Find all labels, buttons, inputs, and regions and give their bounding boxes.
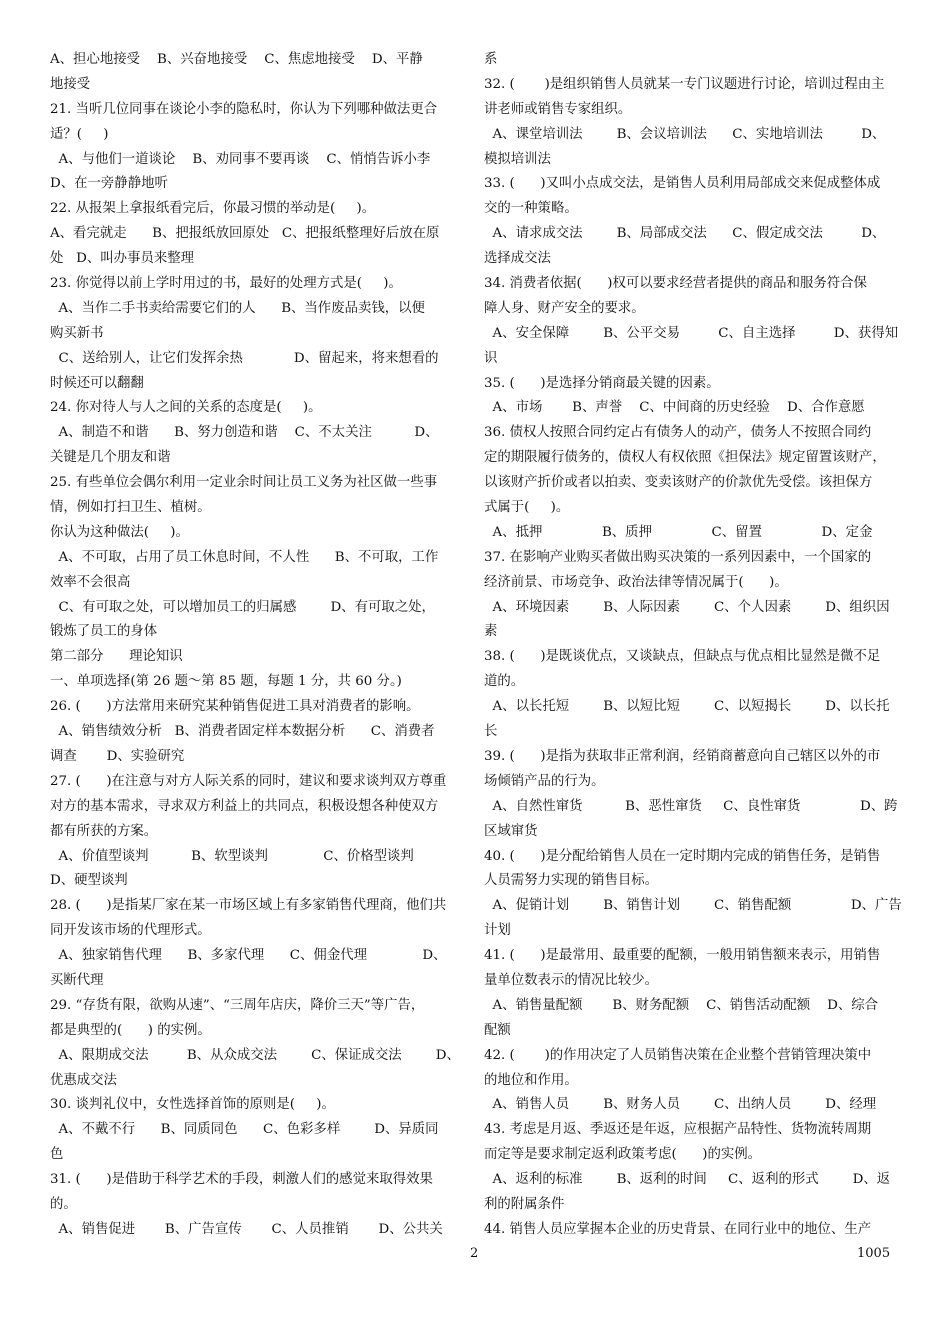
- text-line: A、价值型谈判 B、软型谈判 C、价格型谈判: [50, 848, 414, 864]
- text-line: 37. 在影响产业购买者做出购买决策的一系列因素中，一个国家的: [484, 549, 872, 565]
- text-line: A、担心地接受 B、兴奋地接受 C、焦虑地接受 D、平静: [50, 52, 423, 67]
- text-line: 情，例如打扫卫生、植树。: [50, 500, 211, 516]
- left-column: [50, 48, 470, 1243]
- text-line: 人员需努力实现的销售目标。: [484, 873, 659, 889]
- text-line: 以该财产折价或者以拍卖、变卖该财产的价款优先受偿。该担保方: [484, 475, 873, 491]
- text-line: 34. 消费者依据( )权可以要求经营者提供的商品和服务符合保: [484, 276, 867, 292]
- text-line: A、限期成交法 B、从众成交法 C、保证成交法 D、: [50, 1047, 460, 1063]
- text-line: 32. ( )是组织销售人员就某一专门议题进行讨论，培训过程由主: [484, 76, 885, 92]
- text-line: A、自然性窜货 B、恶性窜货 C、良性窜货 D、跨: [484, 798, 898, 814]
- text-line: A、促销计划 B、销售计划 C、销售配额 D、广告: [484, 898, 902, 914]
- text-line: 的地位和作用。: [484, 1072, 578, 1088]
- text-line: 28. ( )是指某厂家在某一市场区域上有多家销售代理商，他们共: [50, 898, 447, 914]
- text-line: A、抵押 B、质押 C、留置 D、定金: [484, 524, 873, 540]
- text-line: 调查 D、实验研究: [50, 748, 185, 764]
- text-line: 计划: [484, 923, 511, 939]
- text-line: 33. ( )又叫小点成交法，是销售人员利用局部成交来促成整体成: [484, 176, 881, 192]
- text-line: 42. ( )的作用决定了人员销售决策在企业整个营销管理决策中: [484, 1047, 872, 1063]
- text-line: 41. ( )是最常用、最重要的配额，一般用销售额来表示，用销售: [484, 948, 881, 964]
- text-line: A、制造不和谐 B、努力创造和谐 C、不太关注 D、: [50, 425, 439, 441]
- text-line: 对方的基本需求，寻求双方利益上的共同点，积极设想各种使双方: [50, 798, 439, 814]
- text-line: 交的一种策略。: [484, 201, 578, 217]
- text-line: 都是典型的( ) 的实例。: [50, 1022, 211, 1038]
- text-line: A、销售促进 B、广告宣传 C、人员推销 D、公共关: [50, 1221, 443, 1237]
- text-line: 式属于( )。: [484, 500, 570, 516]
- text-line: C、送给别人，让它们发挥余热 D、留起来，将来想看的: [50, 350, 439, 366]
- text-line: 29. “存货有限，欲购从速”、“三周年店庆，降价三天”等广告，: [50, 997, 425, 1013]
- text-line: 区域窜货: [484, 823, 538, 839]
- text-line: C、有可取之处，可以增加员工的归属感 D、有可取之处，: [50, 599, 435, 615]
- text-line: 的。: [50, 1196, 77, 1212]
- page-number: 2: [470, 1246, 479, 1261]
- text-line: D、在一旁静静地听: [50, 176, 168, 192]
- text-line: 色: [50, 1147, 64, 1163]
- text-line: 43. 考虑是月返、季返还是年返，应根据产品特性、货物流转周期: [484, 1122, 872, 1138]
- text-line: 锻炼了员工的身体: [50, 624, 158, 640]
- text-line: 23. 你觉得以前上学时用过的书，最好的处理方式是( )。: [50, 276, 402, 292]
- text-line: 39. ( )是指为获取非正常利润，经销商蓄意向自己辖区以外的市: [484, 748, 881, 764]
- text-line: 配额: [484, 1022, 511, 1038]
- text-line: A、与他们一道谈论 B、劝同事不要再谈 C、悄悄告诉小李: [50, 151, 431, 167]
- text-line: 利的附属条件: [484, 1196, 565, 1212]
- text-line: A、以长托短 B、以短比短 C、以短揭长 D、以长托: [484, 699, 890, 715]
- text-line: A、不可取，占用了员工休息时间，不人性 B、不可取，工作: [50, 549, 439, 565]
- right-column: [484, 48, 904, 1243]
- text-line: 效率不会很高: [50, 574, 131, 590]
- text-line: A、独家销售代理 B、多家代理 C、佣金代理 D、: [50, 948, 447, 964]
- text-line: 24. 你对待人与人之间的关系的态度是( )。: [50, 400, 322, 416]
- text-line: 系: [484, 52, 498, 67]
- text-line: A、环境因素 B、人际因素 C、个人因素 D、组织因: [484, 599, 890, 615]
- text-line: 选择成交法: [484, 251, 551, 267]
- text-line: 35. ( )是选择分销商最关键的因素。: [484, 375, 720, 391]
- text-line: A、安全保障 B、公平交易 C、自主选择 D、获得知: [484, 325, 899, 341]
- text-line: 27. ( )在注意与对方人际关系的同时，建议和要求谈判双方尊重: [50, 773, 447, 789]
- text-line: 36. 债权人按照合同约定占有债务人的动产，债务人不按照合同约: [484, 425, 872, 441]
- text-line: 量单位数表示的情况比较少。: [484, 972, 659, 988]
- text-line: 关键是几个朋友和谐: [50, 450, 171, 466]
- text-line: 讲老师或销售专家组织。: [484, 101, 632, 117]
- text-line: 买断代理: [50, 972, 104, 988]
- text-line: A、不戴不行 B、同质同色 C、色彩多样 D、异质同: [50, 1122, 439, 1138]
- text-line: 40. ( )是分配给销售人员在一定时期内完成的销售任务，是销售: [484, 848, 881, 864]
- text-line: 素: [484, 624, 498, 640]
- text-line: 模拟培训法: [484, 151, 551, 167]
- text-line: 22. 从报架上拿报纸看完后，你最习惯的举动是( )。: [50, 201, 376, 217]
- text-line: A、销售人员 B、财务人员 C、出纳人员 D、经理: [484, 1097, 877, 1113]
- document-code: 1005: [857, 1246, 891, 1261]
- text-line: 定的期限履行债务的，债权人有权依照《担保法》规定留置该财产，: [484, 450, 886, 466]
- text-line: 长: [484, 724, 498, 740]
- text-line: 38. ( )是既谈优点，又谈缺点，但缺点与优点相比显然是微不足: [484, 649, 881, 665]
- text-line: 一、单项选择(第 26 题～第 85 题，每题 1 分，共 60 分。): [50, 674, 402, 690]
- text-line: 同开发该市场的代理形式。: [50, 923, 211, 939]
- text-line: 障人身、财产安全的要求。: [484, 300, 645, 316]
- text-line: 你认为这种做法( )。: [50, 524, 189, 540]
- text-line: A、请求成交法 B、局部成交法 C、假定成交法 D、: [484, 226, 886, 242]
- text-line: 26. ( )方法常用来研究某种销售促进工具对消费者的影响。: [50, 699, 420, 715]
- text-line: 购买新书: [50, 325, 104, 341]
- text-line: A、返利的标准 B、返利的时间 C、返利的形式 D、返: [484, 1172, 891, 1188]
- text-line: 道的。: [484, 674, 525, 690]
- text-line: A、课堂培训法 B、会议培训法 C、实地培训法 D、: [484, 126, 886, 142]
- text-line: 31. ( )是借助于科学艺术的手段，刺激人们的感觉来取得效果: [50, 1172, 433, 1188]
- text-line: A、看完就走 B、把报纸放回原处 C、把报纸整理好后放在原: [50, 226, 440, 242]
- text-line: A、当作二手书卖给需要它们的人 B、当作废品卖钱，以便: [50, 300, 425, 316]
- text-line: 地接受: [50, 76, 91, 92]
- text-line: 适？( ): [50, 126, 109, 142]
- text-line: A、销售量配额 B、财务配额 C、销售活动配额 D、综合: [484, 997, 879, 1013]
- text-line: 处 D、叫办事员来整理: [50, 251, 195, 267]
- text-line: 时候还可以翻翻: [50, 375, 144, 391]
- text-line: 44. 销售人员应掌握本企业的历史背景、在同行业中的地位、生产: [484, 1221, 872, 1237]
- text-line: 第二部分 理论知识: [50, 649, 183, 665]
- text-line: A、市场 B、声誉 C、中间商的历史经验 D、合作意愿: [484, 400, 865, 416]
- text-line: A、销售绩效分析 B、消费者固定样本数据分析 C、消费者: [50, 724, 435, 740]
- text-line: 识: [484, 350, 498, 366]
- text-line: 30. 谈判礼仪中，女性选择首饰的原则是( )。: [50, 1097, 335, 1113]
- text-line: 而定等是要求制定返利政策考虑( )的实例。: [484, 1147, 762, 1163]
- text-line: D、硬型谈判: [50, 873, 128, 889]
- text-line: 场倾销产品的行为。: [484, 773, 605, 789]
- text-line: 优惠成交法: [50, 1072, 117, 1088]
- text-line: 25. 有些单位会偶尔利用一定业余时间让员工义务为社区做一些事: [50, 475, 438, 491]
- text-line: 经济前景、市场竞争、政治法律等情况属于( )。: [484, 574, 788, 590]
- text-line: 21. 当听几位同事在谈论小李的隐私时，你认为下列哪种做法更合: [50, 101, 438, 117]
- text-line: 都有所获的方案。: [50, 823, 158, 839]
